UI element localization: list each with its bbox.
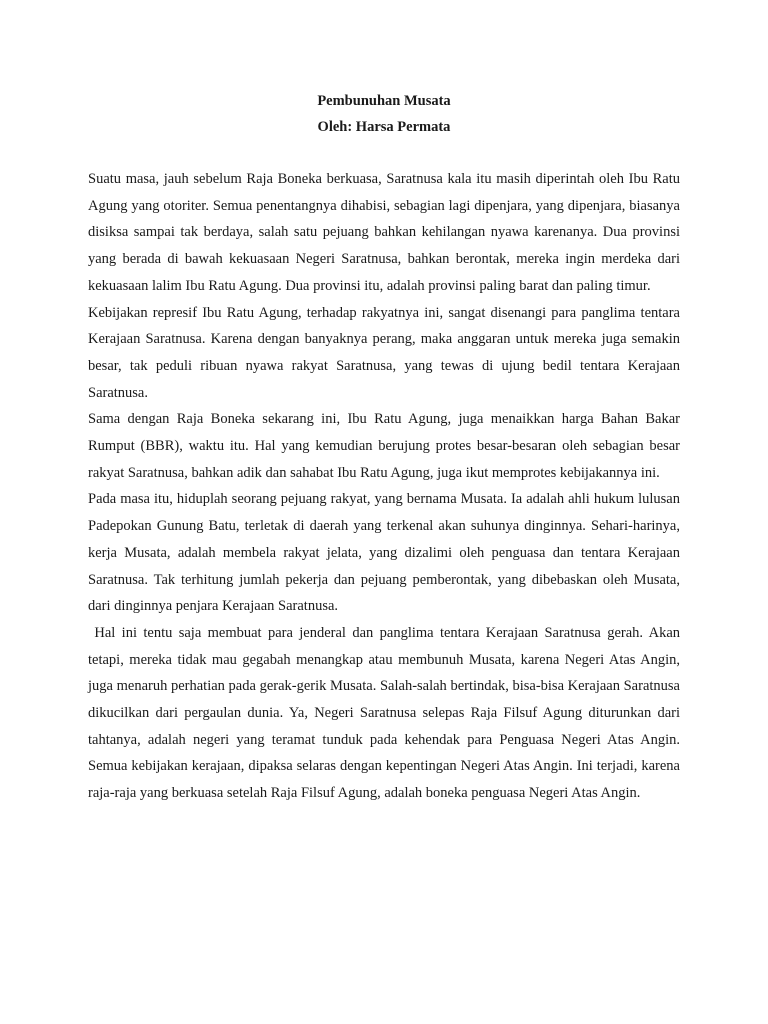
document-page — [88, 88, 684, 807]
body-text — [88, 166, 684, 807]
paragraph: Hal ini tentu saja membuat para jenderal dan panglima tentara Kerajaan Saratnusa gerah. Akan tetapi, mereka tidak mau gegabah menangkap atau membunuh Musata, karena Negeri Atas Angin, juga menaruh perhatian pada gerak-gerik Musata. Salah-salah bertindak, bisa-bisa Kerajaan Saratnusa dikucilkan dari pergaulan dunia. Ya, Negeri Saratnusa selepas Raja Filsuf Agung diturunkan dari tahtanya, adalah negeri yang teramat tunduk pada kehendak para Penguasa Negeri Atas Angin. Semua kebijakan kerajaan, dipaksa selaras dengan kepentingan Negeri Atas Angin. Ini terjadi, karena raja-raja yang berkuasa setelah Raja Filsuf Agung, adalah boneka penguasa Negeri Atas Angin. — [88, 624, 684, 802]
paragraph: Pada masa itu, hiduplah seorang pejuang rakyat, yang bernama Musata. Ia adalah ahli hukum lulusan Padepokan Gunung Batu, terletak di daerah yang terkenal akan suhunya dinginnya. Sehari-harinya, kerja Musata, adalah membela rakyat jelata, yang dizalimi oleh penguasa dan tentara Kerajaan Saratnusa. Tak terhitung jumlah pekerja dan pejuang pemberontak, yang dibebaskan oleh Musata, dari dinginnya penjara Kerajaan Saratnusa. — [88, 491, 680, 615]
document-title: Pembunuhan Musata — [317, 93, 451, 109]
paragraph: Suatu masa, jauh sebelum Raja Boneka berkuasa, Saratnusa kala itu masih diperintah oleh Ibu Ratu Agung yang otoriter. Semua penentangnya dihabisi, sebagian lagi dipenjara, yang dipenjara, biasanya disiksa sampai tak berdaya, salah satu pejuang bahkan kehilangan nyawa karenanya. Dua provinsi yang berada di bawah kekuasaan Negeri Saratnusa, bahkan berontak, mereka ingin merdeka dari kekuasaan lalim Ibu Ratu Agung. Dua provinsi itu, adalah provinsi paling barat dan paling timur. — [88, 171, 680, 294]
paragraph: Sama dengan Raja Boneka sekarang ini, Ibu Ratu Agung, juga menaikkan harga Bahan Bakar Rumput (BBR), waktu itu. Hal yang kemudian berujung protes besar-besaran oleh sebagian besar rakyat Saratnusa, bahkan adik dan sahabat Ibu Ratu Agung, juga ikut memprotes kebijakannya ini. — [88, 411, 680, 481]
paragraph: Kebijakan represif Ibu Ratu Agung, terhadap rakyatnya ini, sangat disenangi para panglima tentara Kerajaan Saratnusa. Karena dengan banyaknya perang, maka anggaran untuk mereka juga semakin besar, tak peduli ribuan nyawa rakyat Saratnusa, yang tewas di ujung bedil tentara Kerajaan Saratnusa. — [88, 304, 680, 401]
author-line: Oleh: Harsa Permata — [317, 119, 451, 135]
title-block — [88, 88, 680, 140]
